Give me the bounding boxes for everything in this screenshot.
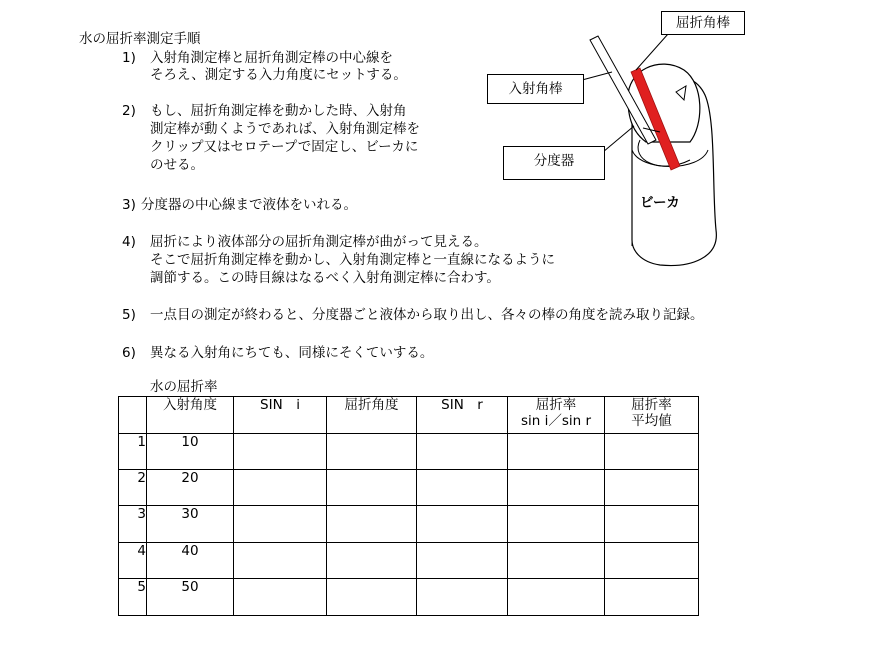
step-5-number: 5) [122, 307, 136, 323]
header-index [119, 397, 147, 434]
step-4-number: 4) [122, 234, 136, 250]
row-incidence-angle: 40 [147, 543, 234, 579]
cell-sin-r[interactable] [417, 470, 508, 506]
cell-sin-i[interactable] [234, 470, 327, 506]
cell-average-index[interactable] [605, 506, 699, 543]
step-3-number: 3) [122, 197, 136, 213]
row-index: 3 [119, 506, 147, 543]
cell-refraction-angle[interactable] [327, 470, 417, 506]
protractor-label-leader [603, 126, 634, 152]
cell-sin-r[interactable] [417, 543, 508, 579]
header-average-index: 屈折率 平均値 [605, 397, 699, 434]
row-incidence-angle: 10 [147, 434, 234, 470]
step-4-line-2: そこで屈折角測定棒を動かし、入射角測定棒と一直線になるように [150, 252, 555, 268]
step-2-number: 2) [122, 103, 136, 119]
step-1-number: 1) [122, 50, 136, 66]
cell-sin-r[interactable] [417, 579, 508, 616]
table-row [119, 434, 699, 470]
cell-refractive-index[interactable] [508, 470, 605, 506]
cell-average-index[interactable] [605, 579, 699, 616]
step-2-line-1: もし、屈折角測定棒を動かした時、入射角 [150, 103, 407, 119]
row-index: 2 [119, 470, 147, 506]
incidence-rod-label: 入射角棒 [487, 74, 584, 104]
cell-refractive-index[interactable] [508, 506, 605, 543]
cell-average-index[interactable] [605, 434, 699, 470]
step-3-line-1: 分度器の中心線まで液体をいれる。 [141, 197, 357, 213]
cell-sin-i[interactable] [234, 543, 327, 579]
row-index: 5 [119, 579, 147, 616]
refraction-rod-label: 屈折角棒 [661, 11, 745, 35]
step-5-line-1: 一点目の測定が終わると、分度器ごと液体から取り出し、各々の棒の角度を読み取り記録。 [150, 307, 704, 323]
cell-refraction-angle[interactable] [327, 506, 417, 543]
table-title: 水の屈折率 [150, 379, 218, 395]
cell-refractive-index[interactable] [508, 434, 605, 470]
table-row [119, 579, 699, 616]
table-row [119, 543, 699, 579]
step-6-number: 6) [122, 345, 136, 361]
cell-average-index[interactable] [605, 470, 699, 506]
step-1-line-2: そろえ、測定する入力角度にセットする。 [150, 67, 407, 83]
cell-sin-r[interactable] [417, 434, 508, 470]
document-title: 水の屈折率測定手順 [79, 31, 201, 47]
row-index: 4 [119, 543, 147, 579]
row-index: 1 [119, 434, 147, 470]
row-incidence-angle: 50 [147, 579, 234, 616]
row-incidence-angle: 30 [147, 506, 234, 543]
header-refraction-angle: 屈折角度 [327, 397, 417, 434]
step-6-line-1: 異なる入射角にちても、同様にそくていする。 [150, 345, 434, 361]
cell-sin-i[interactable] [234, 579, 327, 616]
cell-refraction-angle[interactable] [327, 434, 417, 470]
table-header-row [119, 397, 699, 434]
step-4-line-1: 屈折により液体部分の屈折角測定棒が曲がって見える。 [150, 234, 488, 250]
cell-average-index[interactable] [605, 543, 699, 579]
header-sin-i: SIN i [234, 397, 327, 434]
step-2-line-2: 測定棒が動くようであれば、入射角測定棒を [150, 121, 420, 137]
header-sin-r: SIN r [417, 397, 508, 434]
table-row [119, 470, 699, 506]
row-incidence-angle: 20 [147, 470, 234, 506]
step-2-line-3: クリップ又はセロテープで固定し、ビーカに [150, 139, 419, 155]
step-2-line-4: のせる。 [150, 157, 204, 173]
refraction-table [118, 396, 699, 616]
cell-refraction-angle[interactable] [327, 579, 417, 616]
header-incidence-angle: 入射角度 [147, 397, 234, 434]
beaker-label: ビーカ [640, 195, 680, 211]
incidence-label-leader [582, 72, 612, 80]
cell-refractive-index[interactable] [508, 543, 605, 579]
cell-sin-i[interactable] [234, 434, 327, 470]
step-1-line-1: 入射角測定棒と屈折角測定棒の中心線を [150, 50, 393, 66]
cell-refraction-angle[interactable] [327, 543, 417, 579]
step-4-line-3: 調節する。この時目線はなるべく入射角測定棒に合わす。 [150, 270, 500, 286]
protractor-label: 分度器 [503, 146, 605, 180]
header-refractive-index: 屈折率 sin i／sin r [508, 397, 605, 434]
cell-refractive-index[interactable] [508, 579, 605, 616]
cell-sin-i[interactable] [234, 506, 327, 543]
table-row [119, 506, 699, 543]
cell-sin-r[interactable] [417, 506, 508, 543]
